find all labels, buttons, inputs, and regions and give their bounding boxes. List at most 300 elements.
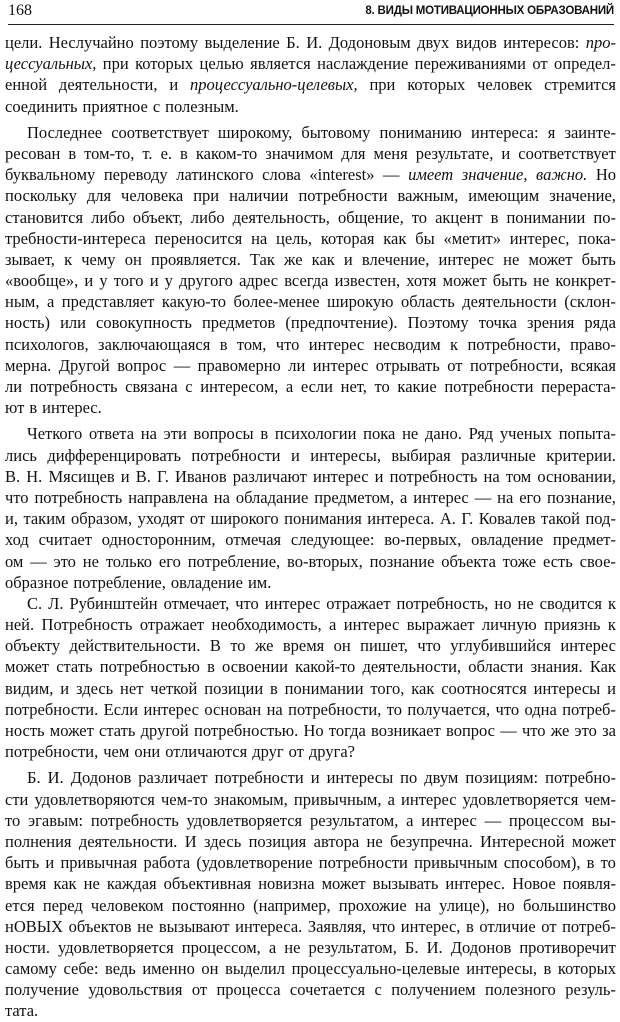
paragraph	[5, 593, 616, 763]
word: именно	[142, 959, 195, 979]
word: его	[519, 487, 542, 507]
word: Додонов	[450, 937, 512, 957]
word: которых	[407, 75, 466, 95]
word: которая	[320, 228, 375, 248]
word: удовлетворяется	[58, 937, 174, 957]
word: психологии	[274, 424, 357, 444]
paragraph	[5, 767, 616, 1021]
word: «interest»	[309, 165, 375, 185]
text-line	[5, 916, 616, 937]
word: тоже	[502, 551, 537, 571]
word: интерес,	[509, 228, 570, 248]
word: Но	[303, 721, 324, 740]
word: интерес	[264, 593, 321, 613]
word: А.	[439, 509, 456, 529]
word: а	[268, 937, 277, 957]
word: может	[571, 831, 616, 851]
word: интересы	[533, 678, 601, 698]
word: от	[288, 742, 304, 762]
word: возникает	[371, 721, 441, 740]
word: Б.	[27, 768, 41, 788]
word: Н.	[26, 466, 43, 486]
word: потребность,	[396, 593, 489, 613]
word: тата.	[5, 1001, 39, 1021]
word: в	[466, 916, 474, 936]
word: как	[411, 678, 435, 698]
word: бытовому	[301, 122, 371, 142]
word: на	[266, 699, 283, 719]
word: различные	[461, 445, 536, 465]
word: вопросы	[193, 424, 254, 444]
word: интереса.	[367, 509, 435, 529]
word: что	[521, 721, 546, 740]
word: енной	[5, 75, 48, 95]
word: т.	[142, 143, 153, 163]
text-line	[5, 228, 616, 249]
word: интерес	[313, 466, 369, 486]
word: результатом,	[309, 810, 399, 830]
word: результате,	[415, 143, 494, 163]
word: то	[386, 699, 402, 719]
word: человека	[121, 186, 184, 206]
word: совокупность	[96, 313, 192, 333]
word: адрес	[239, 271, 279, 291]
word: стать	[56, 657, 93, 677]
word: пока-	[578, 228, 616, 248]
word: с	[374, 980, 382, 1000]
word: может	[528, 249, 573, 269]
word: Но	[595, 165, 616, 185]
word: постоянно	[171, 895, 245, 915]
word: (например,	[253, 895, 331, 915]
word: действительности.	[69, 636, 201, 656]
word: важным,	[397, 186, 459, 206]
word: является	[250, 54, 311, 74]
word: Б.	[404, 937, 419, 957]
word: на	[213, 487, 230, 507]
word: что	[5, 487, 29, 507]
word: не	[83, 874, 100, 894]
word: (предпочтение).	[285, 313, 398, 333]
word: «вообще»,	[5, 271, 79, 291]
text-line	[5, 312, 616, 333]
word: получением	[391, 980, 476, 1000]
word: другого	[179, 271, 233, 291]
word: с	[152, 96, 161, 116]
word: а	[387, 789, 395, 809]
word: вызывать	[372, 874, 439, 894]
word: ным,	[5, 292, 40, 312]
text-line	[5, 614, 616, 635]
word: слова	[262, 165, 301, 185]
word: от	[541, 916, 557, 936]
word: объективная	[163, 874, 252, 894]
word: не	[366, 831, 383, 851]
word: ность	[5, 721, 45, 740]
word: от	[447, 355, 463, 375]
word: перераста-	[541, 377, 616, 396]
word: не	[503, 249, 520, 269]
word: может	[49, 721, 94, 740]
word: потребности	[214, 768, 304, 788]
word: латинского	[176, 165, 254, 185]
word: потребление,	[187, 551, 281, 571]
word: потребности	[191, 445, 281, 465]
word: процессом,	[181, 937, 261, 957]
word: в	[29, 398, 38, 418]
text-line	[5, 810, 616, 831]
word: ход	[5, 530, 29, 550]
word: Другой	[58, 355, 110, 375]
word: вызывают	[158, 916, 230, 936]
word: дифференцировать	[47, 445, 181, 465]
word: Л.	[48, 593, 64, 613]
word: Четкого	[27, 424, 83, 444]
word: потребностью.	[194, 721, 299, 740]
text-line	[5, 656, 616, 677]
word: ней.	[5, 615, 35, 635]
word: объектов	[68, 916, 132, 936]
word: эгавым:	[28, 810, 84, 830]
paragraph	[5, 32, 616, 117]
word: интересы	[326, 768, 394, 788]
word: различают	[232, 466, 307, 486]
word: овладение	[170, 572, 243, 592]
word: отмечает,	[163, 593, 230, 613]
word: как	[383, 228, 407, 248]
word: знакомым,	[213, 789, 288, 809]
text-line	[5, 445, 616, 466]
word: здесь	[204, 831, 242, 851]
word: целью	[199, 54, 244, 74]
word: полезного	[484, 980, 556, 1000]
word: быть	[5, 853, 40, 873]
word: лись	[5, 445, 37, 465]
text-line	[5, 741, 616, 762]
word: они	[134, 742, 161, 762]
word: какой-то	[295, 657, 356, 677]
paragraph	[5, 122, 616, 419]
word: либо	[190, 207, 225, 227]
text-line	[5, 423, 616, 444]
word: процесса	[216, 980, 281, 1000]
word: потребно-	[545, 768, 616, 788]
word: чем-то	[161, 789, 208, 809]
word: потребности	[444, 377, 534, 396]
word: Потребность	[41, 615, 133, 635]
word: у	[99, 271, 108, 291]
word: какую-то	[161, 292, 227, 312]
word: односторонним,	[101, 530, 216, 550]
word: право-	[570, 334, 616, 354]
word: Мясищев	[48, 466, 115, 486]
word: я	[547, 122, 556, 142]
word: если	[300, 377, 333, 396]
word: в	[219, 334, 228, 354]
word: каком-то	[195, 143, 258, 163]
word: того	[113, 271, 144, 291]
word: к	[607, 615, 616, 635]
word: выделение	[204, 33, 280, 52]
word: Заявляя,	[307, 916, 367, 936]
word: выделил	[225, 959, 285, 979]
word: для	[86, 186, 112, 206]
word: потребности.	[5, 699, 99, 719]
text-line	[5, 831, 616, 852]
word: бы	[415, 228, 435, 248]
word: критерии.	[546, 445, 616, 465]
word: себе:	[63, 959, 99, 979]
word: правомерно	[197, 355, 281, 375]
word: интерес	[413, 487, 469, 507]
word: удовлетворяется	[462, 789, 579, 809]
word: ресован	[5, 143, 61, 163]
word: потребность	[90, 810, 179, 830]
word: цессуальных,	[5, 54, 97, 74]
word: отличие	[479, 916, 536, 936]
word: освоении	[222, 657, 288, 677]
word: только	[105, 551, 153, 571]
word: переживаниями	[414, 54, 527, 74]
word: мерна.	[5, 355, 52, 375]
word: не	[82, 551, 99, 571]
body-text	[5, 32, 616, 1022]
word: удовольствия	[88, 980, 183, 1000]
word: им.	[247, 572, 272, 592]
word: потребность	[389, 466, 478, 486]
word: В.	[5, 466, 21, 486]
text-line	[5, 32, 616, 53]
text-line	[5, 53, 616, 74]
word: интерес	[343, 615, 400, 635]
word: свое-	[579, 551, 616, 571]
header-rule	[8, 24, 614, 25]
word: проявляется.	[150, 249, 241, 269]
word: интерес.	[42, 398, 102, 418]
word: и	[374, 466, 384, 486]
word: отличаются	[165, 742, 248, 762]
word: заинте-	[564, 122, 616, 142]
word: что	[417, 636, 441, 656]
word: —	[30, 551, 47, 571]
word: Додоновым	[328, 33, 411, 52]
word: позиции	[204, 678, 264, 698]
word: при	[193, 186, 220, 206]
word: широкому,	[217, 122, 293, 142]
word: а	[406, 810, 414, 830]
word: не	[517, 593, 534, 613]
word: понимании	[284, 678, 364, 698]
word: Ковалев	[478, 509, 536, 529]
word: связана	[125, 377, 178, 396]
word: потребностью	[99, 657, 200, 677]
word: Рубинштейн	[69, 593, 158, 613]
word: процессуально-целевые	[291, 959, 460, 979]
word: чему	[81, 249, 116, 269]
word: понимания	[284, 509, 362, 529]
word: которых	[135, 54, 194, 74]
word: области	[468, 657, 524, 677]
word: И.	[426, 937, 443, 957]
word: обладание	[235, 487, 309, 507]
word: человек	[477, 75, 533, 95]
word: здесь	[75, 678, 114, 698]
text-line	[5, 207, 616, 228]
word: наличии	[229, 186, 289, 206]
word: в	[490, 207, 499, 227]
word: том,	[236, 334, 267, 354]
word: другой	[140, 721, 189, 740]
word: Неслучайно	[48, 33, 134, 52]
word: Если	[103, 699, 139, 719]
word: от	[189, 509, 206, 529]
text-line	[5, 96, 616, 117]
word: интерес,	[400, 916, 461, 936]
word: нет	[120, 678, 144, 698]
word: отмечая	[225, 530, 282, 550]
word: процессуально-целевых,	[190, 75, 358, 95]
word: необходимость,	[211, 615, 322, 635]
word: значимом	[265, 143, 334, 163]
text-line	[5, 122, 616, 143]
word: Так	[249, 249, 275, 269]
word: друг	[252, 742, 284, 762]
text-line	[5, 355, 616, 376]
word: видов	[455, 33, 497, 52]
word: Б.	[286, 33, 300, 52]
word: сводится	[539, 593, 602, 613]
word: И	[184, 831, 197, 851]
word: поскольку	[5, 186, 77, 206]
word: область	[400, 292, 455, 312]
word: психологов,	[5, 334, 89, 354]
word: может	[5, 657, 49, 677]
word: значение,	[549, 186, 616, 206]
text-line	[5, 249, 616, 270]
word: личную	[481, 615, 537, 635]
word: нет,	[340, 377, 367, 396]
word: одна	[524, 699, 557, 719]
word: такой	[540, 509, 580, 529]
text-line	[5, 852, 616, 873]
word: быть	[492, 271, 527, 291]
word: привычным	[414, 853, 498, 873]
word: попыта-	[558, 424, 616, 444]
word: соответствует	[111, 122, 209, 142]
word: не	[533, 271, 550, 291]
text-line	[5, 291, 616, 312]
text-line	[5, 789, 616, 810]
word: потребности,	[5, 742, 99, 762]
word: ли	[5, 377, 23, 396]
word: В.	[135, 466, 151, 486]
word: по-	[593, 207, 616, 227]
word: переносится	[154, 228, 243, 248]
word: нОВЫХ	[5, 916, 64, 936]
text-line	[5, 635, 616, 656]
word: ли	[288, 355, 306, 375]
word: как	[311, 249, 335, 269]
word: двух	[417, 33, 450, 52]
text-line	[5, 873, 616, 894]
text-line	[5, 508, 616, 529]
word: же	[284, 249, 303, 269]
text-line	[5, 74, 616, 95]
word: всякая	[570, 355, 616, 375]
word: потребность	[34, 487, 123, 507]
word: может	[321, 874, 366, 894]
word: потреб-	[562, 916, 616, 936]
word: отрывать	[375, 355, 440, 375]
word: самому	[5, 959, 57, 979]
word: заключающаяся	[98, 334, 211, 354]
word: влечение,	[361, 249, 430, 269]
word: привычным,	[293, 789, 382, 809]
word: у	[164, 271, 173, 291]
word: а	[285, 377, 294, 396]
word: в	[260, 424, 269, 444]
word: предметом,	[314, 487, 395, 507]
text-line	[5, 164, 616, 185]
text-line	[5, 466, 616, 487]
word: —	[484, 810, 502, 830]
word: всегда	[284, 271, 329, 291]
word: он	[333, 636, 351, 656]
word: то	[600, 853, 616, 873]
word: и	[501, 143, 511, 163]
word: познание	[369, 551, 435, 571]
word: полнения	[5, 831, 72, 851]
word: Последнее	[27, 122, 103, 142]
word: улице),	[439, 895, 490, 915]
word: —	[500, 721, 517, 740]
word: потребности,	[467, 334, 561, 354]
word: тогда	[328, 721, 366, 740]
word: выражает	[406, 615, 475, 635]
word: ряда	[584, 313, 616, 333]
text-line	[5, 895, 616, 916]
word: приятное	[82, 96, 148, 116]
word: цель,	[276, 228, 313, 248]
word: какие	[397, 377, 437, 396]
word: и	[149, 271, 159, 291]
word: за	[602, 721, 616, 740]
text-line	[5, 376, 616, 397]
word: двум	[424, 768, 459, 788]
word: И.	[306, 33, 323, 52]
word: от	[532, 54, 548, 74]
word: удовлетворяется	[186, 810, 303, 830]
word: ведь	[105, 959, 136, 979]
word: для	[341, 143, 366, 163]
word: с	[185, 377, 193, 396]
word: позиция	[248, 831, 307, 851]
word: таким	[23, 509, 66, 529]
word: работа	[143, 853, 191, 873]
word: потребности,	[469, 355, 564, 375]
word: время	[5, 874, 47, 894]
word: предметов	[201, 313, 276, 333]
word: на	[414, 895, 432, 915]
word: что	[235, 593, 259, 613]
text-line	[5, 185, 616, 206]
word: Г.	[157, 466, 169, 486]
word: соотносятся	[441, 678, 527, 698]
word: полезным.	[165, 96, 239, 116]
word: безупречна.	[390, 831, 473, 851]
word: наслаждение	[317, 54, 409, 74]
word: резуль-	[565, 980, 616, 1000]
